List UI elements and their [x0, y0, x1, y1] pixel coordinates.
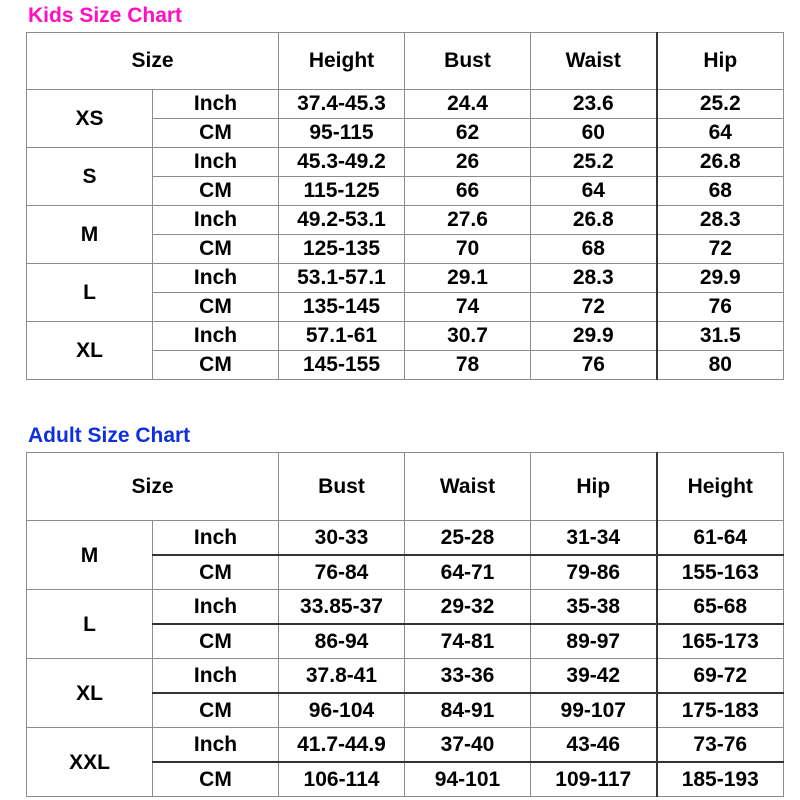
unit-label: Inch — [153, 90, 279, 119]
measurement-cell: 155-163 — [657, 555, 784, 590]
measurement-cell: 165-173 — [657, 624, 784, 659]
measurement-cell: 76-84 — [279, 555, 405, 590]
measurement-cell: 95-115 — [279, 119, 405, 148]
kids-size-table — [26, 32, 784, 380]
measurement-cell: 31-34 — [531, 521, 657, 556]
measurement-cell: 68 — [531, 235, 657, 264]
measurement-cell: 25.2 — [531, 148, 657, 177]
size-label: XL — [27, 659, 153, 728]
column-header: Hip — [531, 453, 657, 521]
table-row — [27, 322, 784, 351]
measurement-cell: 73-76 — [657, 728, 784, 763]
unit-label: Inch — [153, 264, 279, 293]
measurement-cell: 86-94 — [279, 624, 405, 659]
table-row — [27, 264, 784, 293]
measurement-cell: 45.3-49.2 — [279, 148, 405, 177]
measurement-cell: 115-125 — [279, 177, 405, 206]
measurement-cell: 37-40 — [405, 728, 531, 763]
measurement-cell: 68 — [657, 177, 784, 206]
table-header-row — [27, 453, 784, 521]
column-header: Bust — [279, 453, 405, 521]
measurement-cell: 57.1-61 — [279, 322, 405, 351]
unit-label: Inch — [153, 521, 279, 556]
size-label: L — [27, 590, 153, 659]
measurement-cell: 61-64 — [657, 521, 784, 556]
table-header-row — [27, 33, 784, 90]
column-header: Hip — [657, 33, 784, 90]
column-header: Size — [27, 33, 279, 90]
measurement-cell: 43-46 — [531, 728, 657, 763]
measurement-cell: 30.7 — [405, 322, 531, 351]
measurement-cell: 96-104 — [279, 693, 405, 728]
measurement-cell: 135-145 — [279, 293, 405, 322]
measurement-cell: 31.5 — [657, 322, 784, 351]
measurement-cell: 72 — [657, 235, 784, 264]
unit-label: CM — [153, 177, 279, 206]
measurement-cell: 175-183 — [657, 693, 784, 728]
size-label: XS — [27, 90, 153, 148]
unit-label: Inch — [153, 322, 279, 351]
unit-label: Inch — [153, 590, 279, 625]
measurement-cell: 72 — [531, 293, 657, 322]
size-label: M — [27, 521, 153, 590]
measurement-cell: 62 — [405, 119, 531, 148]
measurement-cell: 94-101 — [405, 762, 531, 797]
size-label: S — [27, 148, 153, 206]
measurement-cell: 37.8-41 — [279, 659, 405, 694]
size-label: XL — [27, 322, 153, 380]
measurement-cell: 64 — [531, 177, 657, 206]
size-label: M — [27, 206, 153, 264]
measurement-cell: 28.3 — [657, 206, 784, 235]
measurement-cell: 125-135 — [279, 235, 405, 264]
measurement-cell: 37.4-45.3 — [279, 90, 405, 119]
measurement-cell: 78 — [405, 351, 531, 380]
column-header: Waist — [405, 453, 531, 521]
measurement-cell: 39-42 — [531, 659, 657, 694]
measurement-cell: 74 — [405, 293, 531, 322]
unit-label: CM — [153, 693, 279, 728]
unit-label: Inch — [153, 728, 279, 763]
measurement-cell: 25-28 — [405, 521, 531, 556]
measurement-cell: 26.8 — [531, 206, 657, 235]
table-row — [27, 148, 784, 177]
measurement-cell: 33.85-37 — [279, 590, 405, 625]
measurement-cell: 185-193 — [657, 762, 784, 797]
table-row — [27, 728, 784, 763]
size-label: XXL — [27, 728, 153, 797]
column-header: Size — [27, 453, 279, 521]
unit-label: CM — [153, 555, 279, 590]
table-row — [27, 659, 784, 694]
size-label: L — [27, 264, 153, 322]
measurement-cell: 145-155 — [279, 351, 405, 380]
measurement-cell: 23.6 — [531, 90, 657, 119]
measurement-cell: 24.4 — [405, 90, 531, 119]
measurement-cell: 109-117 — [531, 762, 657, 797]
table-row — [27, 206, 784, 235]
measurement-cell: 80 — [657, 351, 784, 380]
measurement-cell: 70 — [405, 235, 531, 264]
unit-label: CM — [153, 624, 279, 659]
measurement-cell: 99-107 — [531, 693, 657, 728]
unit-label: CM — [153, 119, 279, 148]
measurement-cell: 76 — [657, 293, 784, 322]
measurement-cell: 65-68 — [657, 590, 784, 625]
table-row — [27, 521, 784, 556]
measurement-cell: 64 — [657, 119, 784, 148]
measurement-cell: 29.9 — [657, 264, 784, 293]
measurement-cell: 26 — [405, 148, 531, 177]
measurement-cell: 53.1-57.1 — [279, 264, 405, 293]
unit-label: Inch — [153, 659, 279, 694]
unit-label: Inch — [153, 206, 279, 235]
measurement-cell: 29.1 — [405, 264, 531, 293]
unit-label: CM — [153, 235, 279, 264]
unit-label: CM — [153, 293, 279, 322]
unit-label: CM — [153, 762, 279, 797]
measurement-cell: 29.9 — [531, 322, 657, 351]
measurement-cell: 89-97 — [531, 624, 657, 659]
adult-size-table — [26, 452, 784, 797]
measurement-cell: 28.3 — [531, 264, 657, 293]
column-header: Height — [279, 33, 405, 90]
column-header: Height — [657, 453, 784, 521]
measurement-cell: 69-72 — [657, 659, 784, 694]
measurement-cell: 27.6 — [405, 206, 531, 235]
measurement-cell: 60 — [531, 119, 657, 148]
measurement-cell: 25.2 — [657, 90, 784, 119]
measurement-cell: 26.8 — [657, 148, 784, 177]
kids-chart-title: Kids Size Chart — [28, 4, 183, 27]
measurement-cell: 79-86 — [531, 555, 657, 590]
measurement-cell: 49.2-53.1 — [279, 206, 405, 235]
measurement-cell: 30-33 — [279, 521, 405, 556]
unit-label: CM — [153, 351, 279, 380]
column-header: Bust — [405, 33, 531, 90]
unit-label: Inch — [153, 148, 279, 177]
measurement-cell: 64-71 — [405, 555, 531, 590]
adult-chart-title: Adult Size Chart — [28, 424, 191, 447]
measurement-cell: 66 — [405, 177, 531, 206]
measurement-cell: 41.7-44.9 — [279, 728, 405, 763]
measurement-cell: 76 — [531, 351, 657, 380]
column-header: Waist — [531, 33, 657, 90]
table-row — [27, 590, 784, 625]
measurement-cell: 84-91 — [405, 693, 531, 728]
measurement-cell: 29-32 — [405, 590, 531, 625]
measurement-cell: 35-38 — [531, 590, 657, 625]
measurement-cell: 33-36 — [405, 659, 531, 694]
table-row — [27, 90, 784, 119]
measurement-cell: 106-114 — [279, 762, 405, 797]
measurement-cell: 74-81 — [405, 624, 531, 659]
